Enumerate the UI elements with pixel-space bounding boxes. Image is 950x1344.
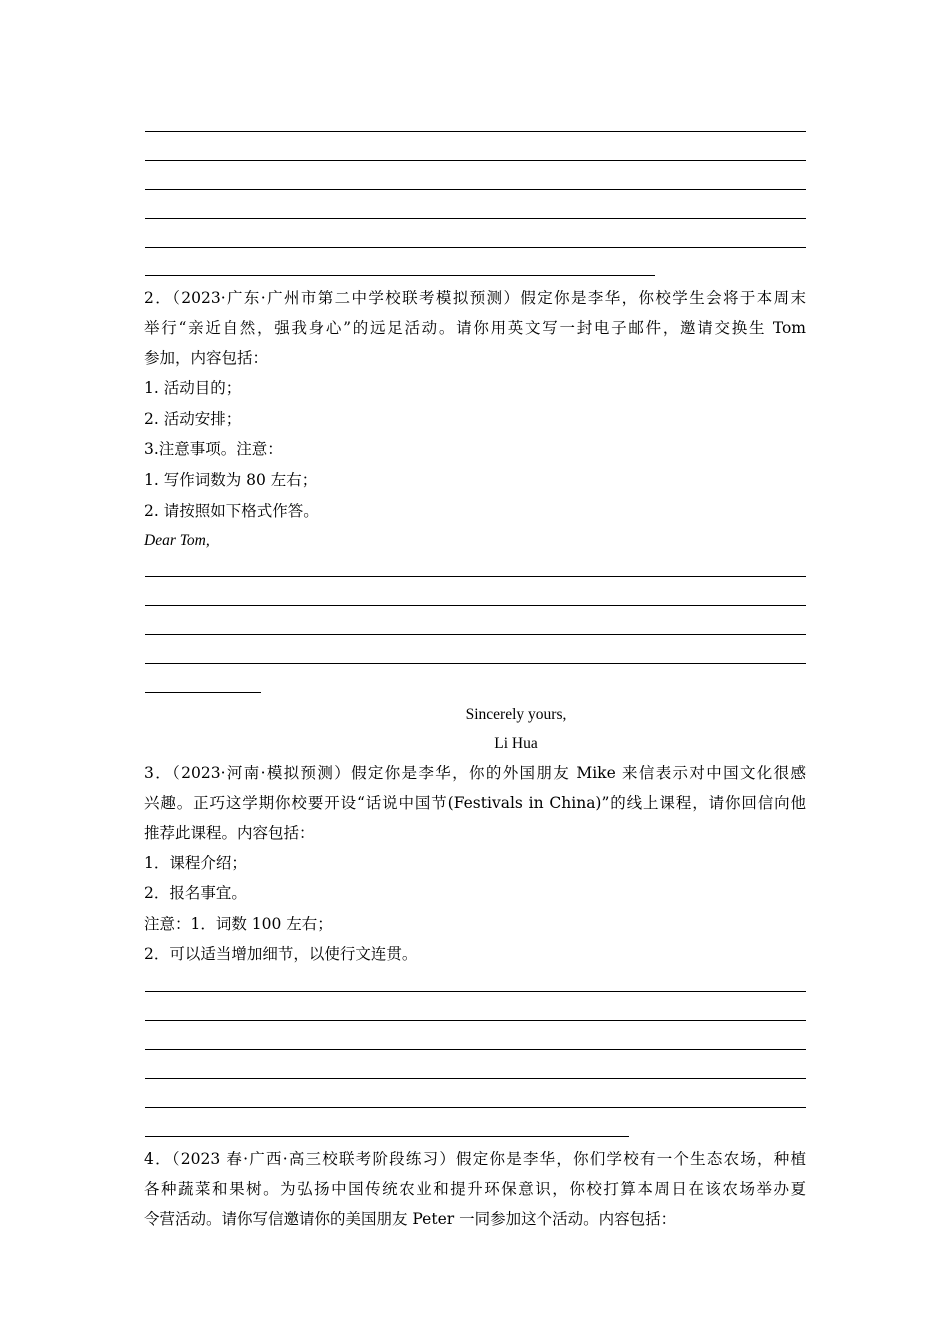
q4-prompt-line: 令营活动。请你写信邀请你的美国朋友 Peter 一同参加这个活动。内容包括：	[144, 1210, 677, 1228]
q2-note: 1. 写作词数为 80 左右；	[144, 471, 318, 489]
q2-salutation: Dear Tom,	[144, 532, 210, 549]
q2-prompt-line: 参加，内容包括：	[144, 349, 269, 367]
q2-content-item: 3.注意事项。注意：	[144, 440, 283, 458]
answer-line	[145, 1107, 806, 1108]
q2-content-item: 2. 活动安排；	[144, 410, 242, 428]
answer-line	[145, 160, 806, 161]
answer-line	[145, 247, 806, 248]
q2-signature: Li Hua	[494, 735, 538, 752]
q3-note: 2．可以适当增加细节，以使行文连贯。	[144, 945, 418, 963]
q3-prompt-line: 推荐此课程。内容包括：	[144, 824, 315, 842]
q3-prompt-line: 3．（2023·河南·模拟预测）假定你是李华，你的外国朋友 Mike 来信表示对中国文化很感	[144, 764, 806, 782]
answer-line	[145, 1078, 806, 1079]
q2-closing: Sincerely yours,	[465, 706, 567, 723]
answer-line	[145, 189, 806, 190]
answer-line	[145, 1049, 806, 1050]
q2-prompt-line: 2．（2023·广东·广州市第二中学校联考模拟预测）假定你是李华，你校学生会将于本周末	[144, 289, 806, 307]
q2-prompt-line: 举行“亲近自然，强我身心”的远足活动。请你用英文写一封电子邮件，邀请交换生 Tom	[144, 319, 806, 337]
answer-line	[145, 605, 806, 606]
q3-note: 注意：1．词数 100 左右；	[144, 915, 333, 933]
answer-line	[145, 663, 806, 664]
q4-prompt-line: 各种蔬菜和果树。为弘扬中国传统农业和提升环保意识，你校打算本周日在该农场举办夏	[144, 1180, 806, 1198]
q4-prompt-line: 4．（2023 春·广西·高三校联考阶段练习）假定你是李华，你们学校有一个生态农场，种植	[144, 1150, 806, 1168]
q2-content-item: 1. 活动目的；	[144, 379, 242, 397]
q2-note: 2. 请按照如下格式作答。	[144, 502, 319, 520]
q3-content-item: 2．报名事宜。	[144, 884, 247, 902]
q3-content-item: 1．课程介绍；	[144, 854, 247, 872]
answer-line	[145, 576, 806, 577]
answer-line	[145, 1020, 806, 1021]
answer-line-short	[145, 692, 261, 693]
answer-line	[145, 634, 806, 635]
answer-line	[145, 218, 806, 219]
answer-line-short	[145, 1136, 629, 1137]
answer-line	[145, 991, 806, 992]
answer-line-short	[145, 275, 655, 276]
answer-line	[145, 131, 806, 132]
q3-prompt-line: 兴趣。正巧这学期你校要开设“话说中国节(Festivals in China)”的线上课程，请你回信向他	[144, 794, 806, 812]
